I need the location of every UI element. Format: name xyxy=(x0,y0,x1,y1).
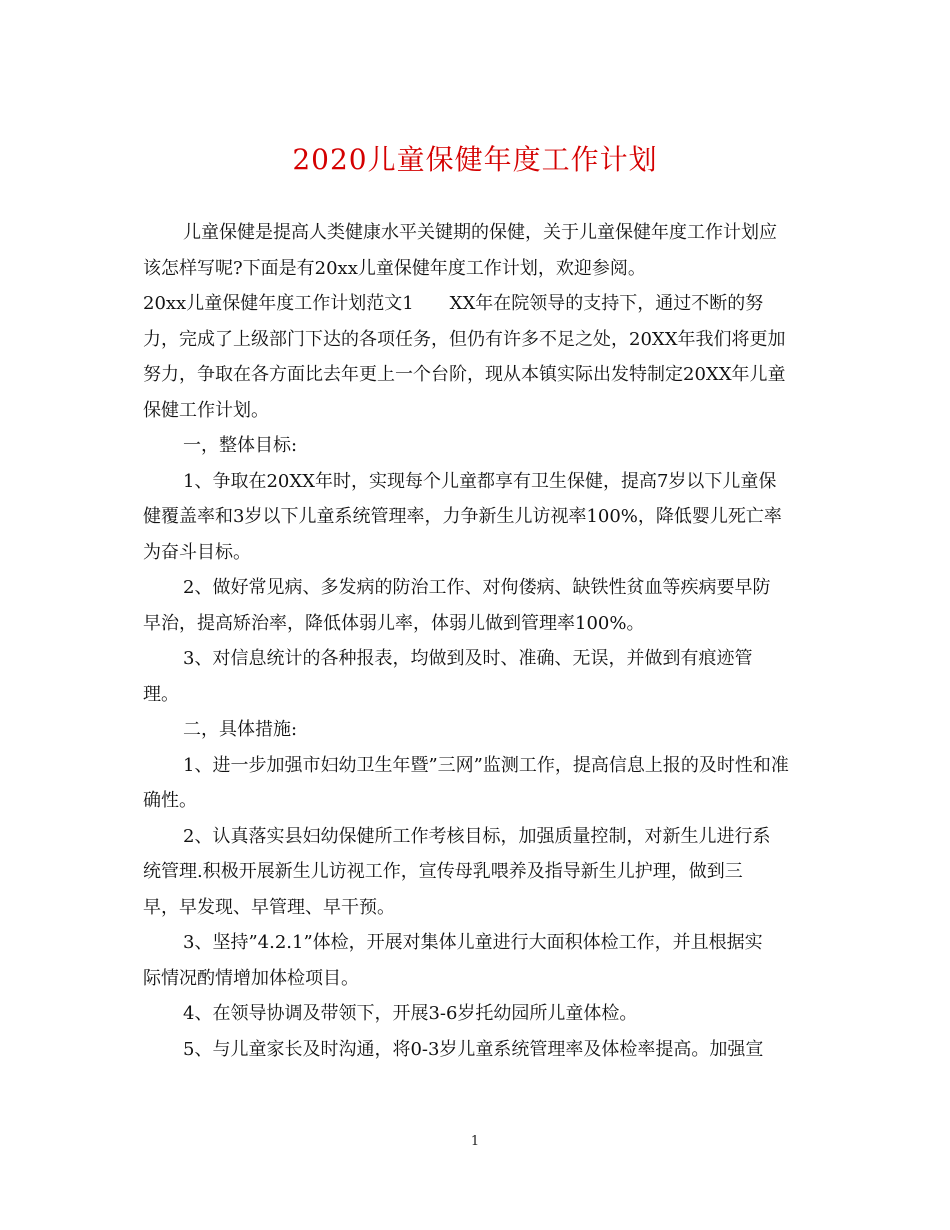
paragraph-line: 努力，争取在各方面比去年更上一个台阶，现从本镇实际出发特制定20XX年儿童 xyxy=(143,364,786,385)
paragraph-line: 为奋斗目标。 xyxy=(143,541,251,563)
paragraph-line: 3、坚持”4.2.1”体检，开展对集体儿童进行大面积体检工作，并且根据实 xyxy=(183,932,763,953)
paragraph-line: 1、争取在20XX年时，实现每个儿童都享有卫生保健，提高7岁以下儿童保 xyxy=(183,470,777,492)
page-number: 1 xyxy=(470,1134,480,1149)
paragraph-line: 二，具体措施: xyxy=(183,719,298,740)
paragraph-line: 保健工作计划。 xyxy=(143,399,269,421)
paragraph-line: 5、与儿童家长及时沟通，将0-3岁儿童系统管理率及体检率提高。加强宣 xyxy=(183,1038,764,1060)
paragraph-line: 儿童保健是提高人类健康水平关键期的保健，关于儿童保健年度工作计划应 xyxy=(183,222,777,243)
paragraph-line: 健覆盖率和3岁以下儿童系统管理率，力争新生儿访视率100%，降低婴儿死亡率 xyxy=(143,506,782,527)
paragraph-line: 20xx儿童保健年度工作计划范文1 XX年在院领导的支持下，通过不断的努 xyxy=(143,293,764,314)
document-title: 2020儿童保健年度工作计划 xyxy=(292,143,658,176)
paragraph-line: 2、做好常见病、多发病的防治工作、对佝偻病、缺铁性贫血等疾病要早防 xyxy=(183,577,771,598)
paragraph-line: 该怎样写呢?下面是有20xx儿童保健年度工作计划，欢迎参阅。 xyxy=(143,257,646,279)
paragraph-line: 早，早发现、早管理、早干预。 xyxy=(143,896,395,918)
paragraph-line: 确性。 xyxy=(143,790,197,811)
paragraph-line: 早治，提高矫治率，降低体弱儿率，体弱儿做到管理率100%。 xyxy=(143,612,645,634)
paragraph-line: 力，完成了上级部门下达的各项任务，但仍有许多不足之处，20XX年我们将更加 xyxy=(143,328,786,350)
document-body xyxy=(143,215,808,1067)
paragraph-line: 1、进一步加强市妇幼卫生年暨”三网”监测工作，提高信息上报的及时性和准 xyxy=(183,754,789,776)
paragraph-line: 4、在领导协调及带领下，开展3-6岁托幼园所儿童体检。 xyxy=(183,1003,638,1024)
paragraph-line: 3、对信息统计的各种报表，均做到及时、准确、无误，并做到有痕迹管 xyxy=(183,648,753,669)
paragraph-line: 统管理.积极开展新生儿访视工作，宣传母乳喂养及指导新生儿护理，做到三 xyxy=(143,861,743,882)
paragraph-line: 一，整体目标: xyxy=(183,435,298,456)
paragraph-line: 理。 xyxy=(143,683,179,705)
paragraph-line: 际情况酌情增加体检项目。 xyxy=(143,967,359,989)
paragraph-line: 2、认真落实县妇幼保健所工作考核目标，加强质量控制，对新生儿进行系 xyxy=(183,825,771,847)
